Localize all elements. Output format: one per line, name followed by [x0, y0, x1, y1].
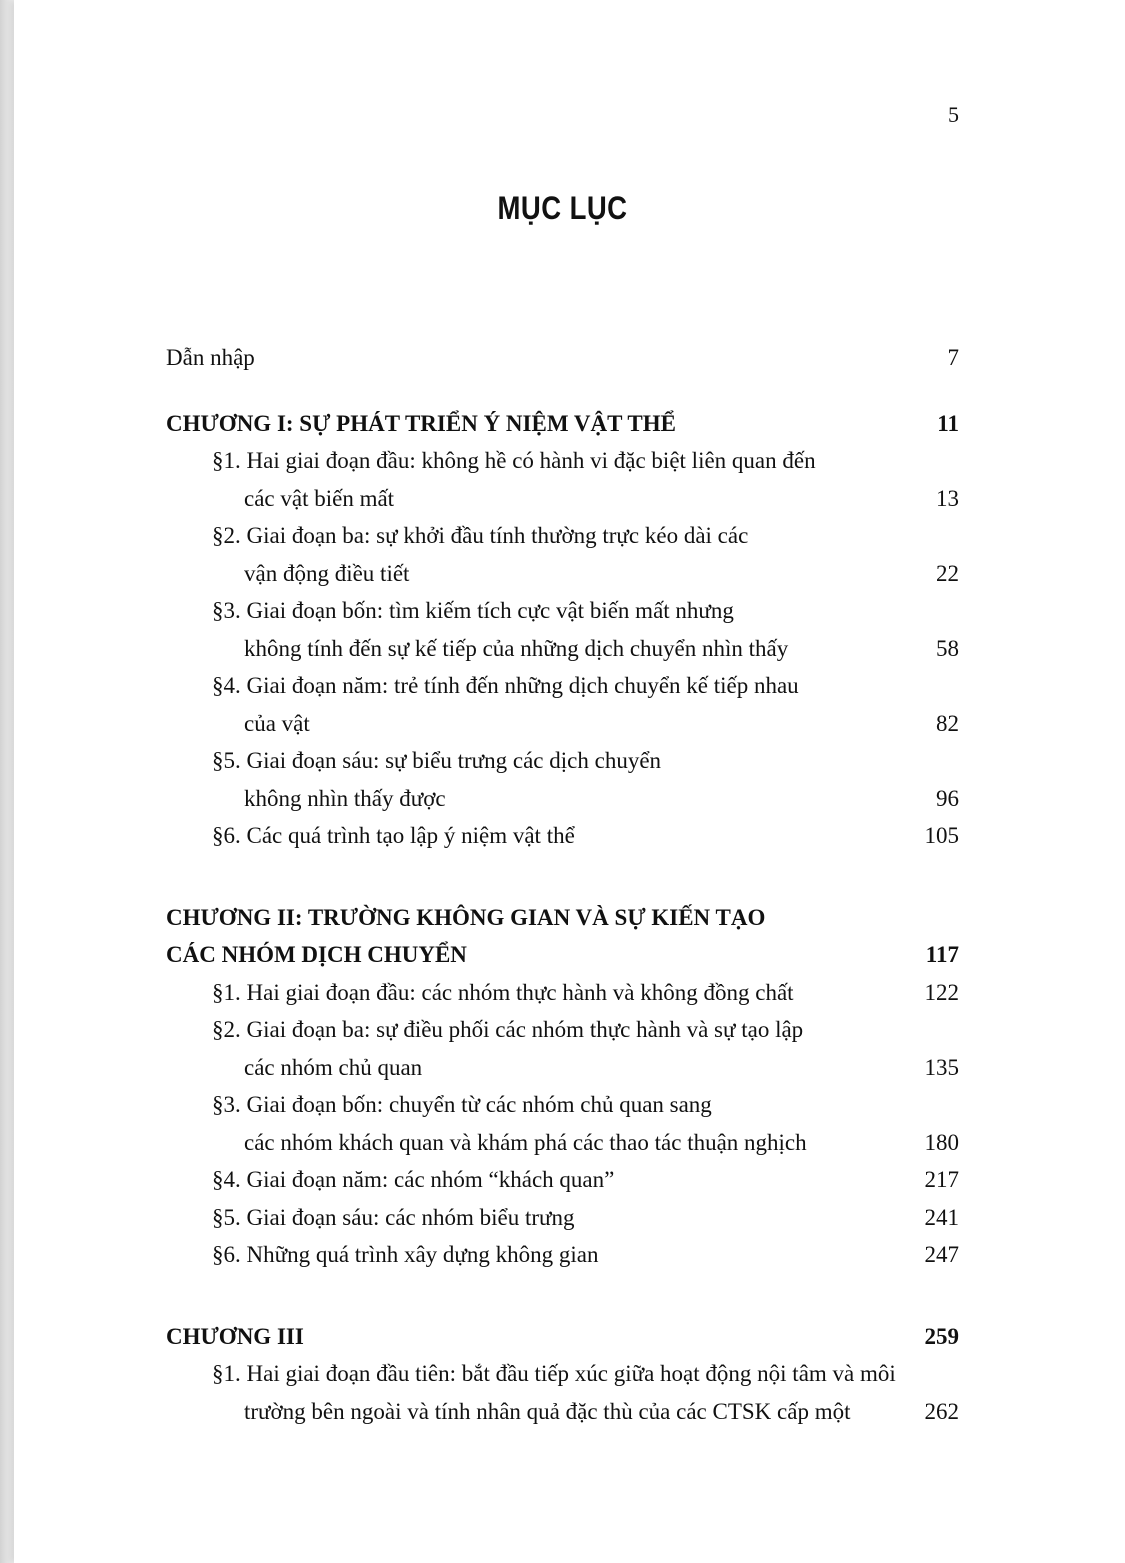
- section-page: 262: [924, 1398, 959, 1424]
- section-text: §6. Các quá trình tạo lập ý niệm vật thể: [212, 823, 575, 848]
- section-text: §3. Giai đoạn bốn: tìm kiếm tích cực vật biến mất nhưng: [212, 598, 734, 623]
- section-page: 122: [924, 979, 959, 1005]
- section-page: 82: [936, 710, 959, 736]
- toc-entry-intro[interactable]: [166, 339, 959, 377]
- toc-section-1-4-cont[interactable]: [166, 705, 959, 743]
- toc-entry-page: 7: [947, 345, 959, 370]
- toc-section-3-1-cont[interactable]: [166, 1393, 959, 1431]
- section-text: §4. Giai đoạn năm: các nhóm “khách quan”: [212, 1167, 615, 1192]
- section-page: 22: [936, 560, 959, 586]
- toc-section-1-4[interactable]: [166, 667, 959, 705]
- section-text-cont: của vật: [244, 710, 310, 736]
- page-number: 5: [948, 102, 959, 127]
- toc-section-1-1-cont[interactable]: [166, 480, 959, 518]
- section-page: 58: [936, 635, 959, 661]
- section-text: §6. Những quá trình xây dựng không gian: [212, 1242, 599, 1267]
- section-text: §1. Hai giai đoạn đầu tiên: bắt đầu tiếp xúc giữa hoạt động nội tâm và môi: [212, 1361, 896, 1386]
- page-title: MỤC LỤC: [497, 190, 628, 226]
- section-text: §5. Giai đoạn sáu: các nhóm biểu trưng: [212, 1204, 575, 1230]
- section-page: 105: [924, 823, 959, 848]
- toc-section-2-3-cont[interactable]: [166, 1124, 959, 1162]
- table-of-contents: [166, 339, 959, 1430]
- toc-section-1-5-cont[interactable]: [166, 780, 959, 818]
- toc-section-3-1[interactable]: [166, 1355, 959, 1393]
- section-text-cont: các nhóm khách quan và khám phá các thao tác thuận nghịch: [244, 1129, 807, 1155]
- section-text-cont: không tính đến sự kế tiếp của những dịch chuyển nhìn thấy: [244, 635, 789, 661]
- toc-section-1-6[interactable]: [166, 817, 959, 855]
- section-text-cont: các nhóm chủ quan: [244, 1054, 423, 1080]
- section-page: 241: [924, 1204, 959, 1230]
- toc-section-2-2-cont[interactable]: [166, 1049, 959, 1087]
- toc-section-2-5[interactable]: [166, 1199, 959, 1237]
- section-page: 180: [924, 1129, 959, 1155]
- toc-section-1-3-cont[interactable]: [166, 630, 959, 668]
- chapter-title: CHƯƠNG III: [166, 1323, 304, 1349]
- toc-section-1-2[interactable]: [166, 517, 959, 555]
- section-text: §4. Giai đoạn năm: trẻ tính đến những dịch chuyển kế tiếp nhau: [212, 673, 799, 698]
- toc-chapter-2[interactable]: [166, 899, 959, 937]
- section-text: §3. Giai đoạn bốn: chuyển từ các nhóm chủ quan sang: [212, 1092, 712, 1117]
- toc-section-2-2[interactable]: [166, 1011, 959, 1049]
- section-text: §1. Hai giai đoạn đầu: các nhóm thực hành và không đồng chất: [212, 979, 794, 1005]
- section-page: 13: [936, 485, 959, 511]
- section-page: 135: [924, 1054, 959, 1080]
- toc-chapter-2-cont[interactable]: [166, 936, 959, 974]
- section-text-cont: trường bên ngoài và tính nhân quả đặc thù của các CTSK cấp một: [244, 1398, 851, 1424]
- toc-section-1-3[interactable]: [166, 592, 959, 630]
- section-text: §1. Hai giai đoạn đầu: không hề có hành vi đặc biệt liên quan đến: [212, 448, 816, 473]
- section-page: 96: [936, 785, 959, 811]
- section-text: §2. Giai đoạn ba: sự điều phối các nhóm thực hành và sự tạo lập: [212, 1017, 804, 1042]
- section-text: §2. Giai đoạn ba: sự khởi đầu tính thường trực kéo dài các: [212, 523, 749, 548]
- chapter-title-cont: CÁC NHÓM DỊCH CHUYỂN: [166, 942, 467, 967]
- toc-section-2-6[interactable]: [166, 1236, 959, 1274]
- section-text-cont: vận động điều tiết: [244, 560, 410, 586]
- toc-section-1-2-cont[interactable]: [166, 555, 959, 593]
- toc-section-2-1[interactable]: [166, 974, 959, 1012]
- chapter-title: CHƯƠNG II: TRƯỜNG KHÔNG GIAN VÀ SỰ KIẾN TẠO: [166, 904, 766, 930]
- chapter-page: 117: [925, 942, 959, 967]
- toc-section-1-1[interactable]: [166, 442, 959, 480]
- toc-section-1-5[interactable]: [166, 742, 959, 780]
- chapter-page: 11: [937, 410, 959, 436]
- toc-entry-text: Dẫn nhập: [166, 345, 255, 370]
- chapter-title: CHƯƠNG I: SỰ PHÁT TRIỂN Ý NIỆM VẬT THỂ: [166, 410, 676, 436]
- chapter-page: 259: [924, 1323, 959, 1349]
- toc-section-2-3[interactable]: [166, 1086, 959, 1124]
- toc-chapter-1[interactable]: [166, 405, 959, 443]
- toc-chapter-3[interactable]: [166, 1318, 959, 1356]
- section-text-cont: các vật biến mất: [244, 485, 395, 511]
- section-page: 247: [924, 1242, 959, 1267]
- section-text: §5. Giai đoạn sáu: sự biểu trưng các dịch chuyển: [212, 748, 662, 773]
- section-text-cont: không nhìn thấy được: [244, 785, 446, 811]
- page-edge-shadow: [0, 0, 14, 1563]
- toc-section-2-4[interactable]: [166, 1161, 959, 1199]
- section-page: 217: [924, 1167, 959, 1192]
